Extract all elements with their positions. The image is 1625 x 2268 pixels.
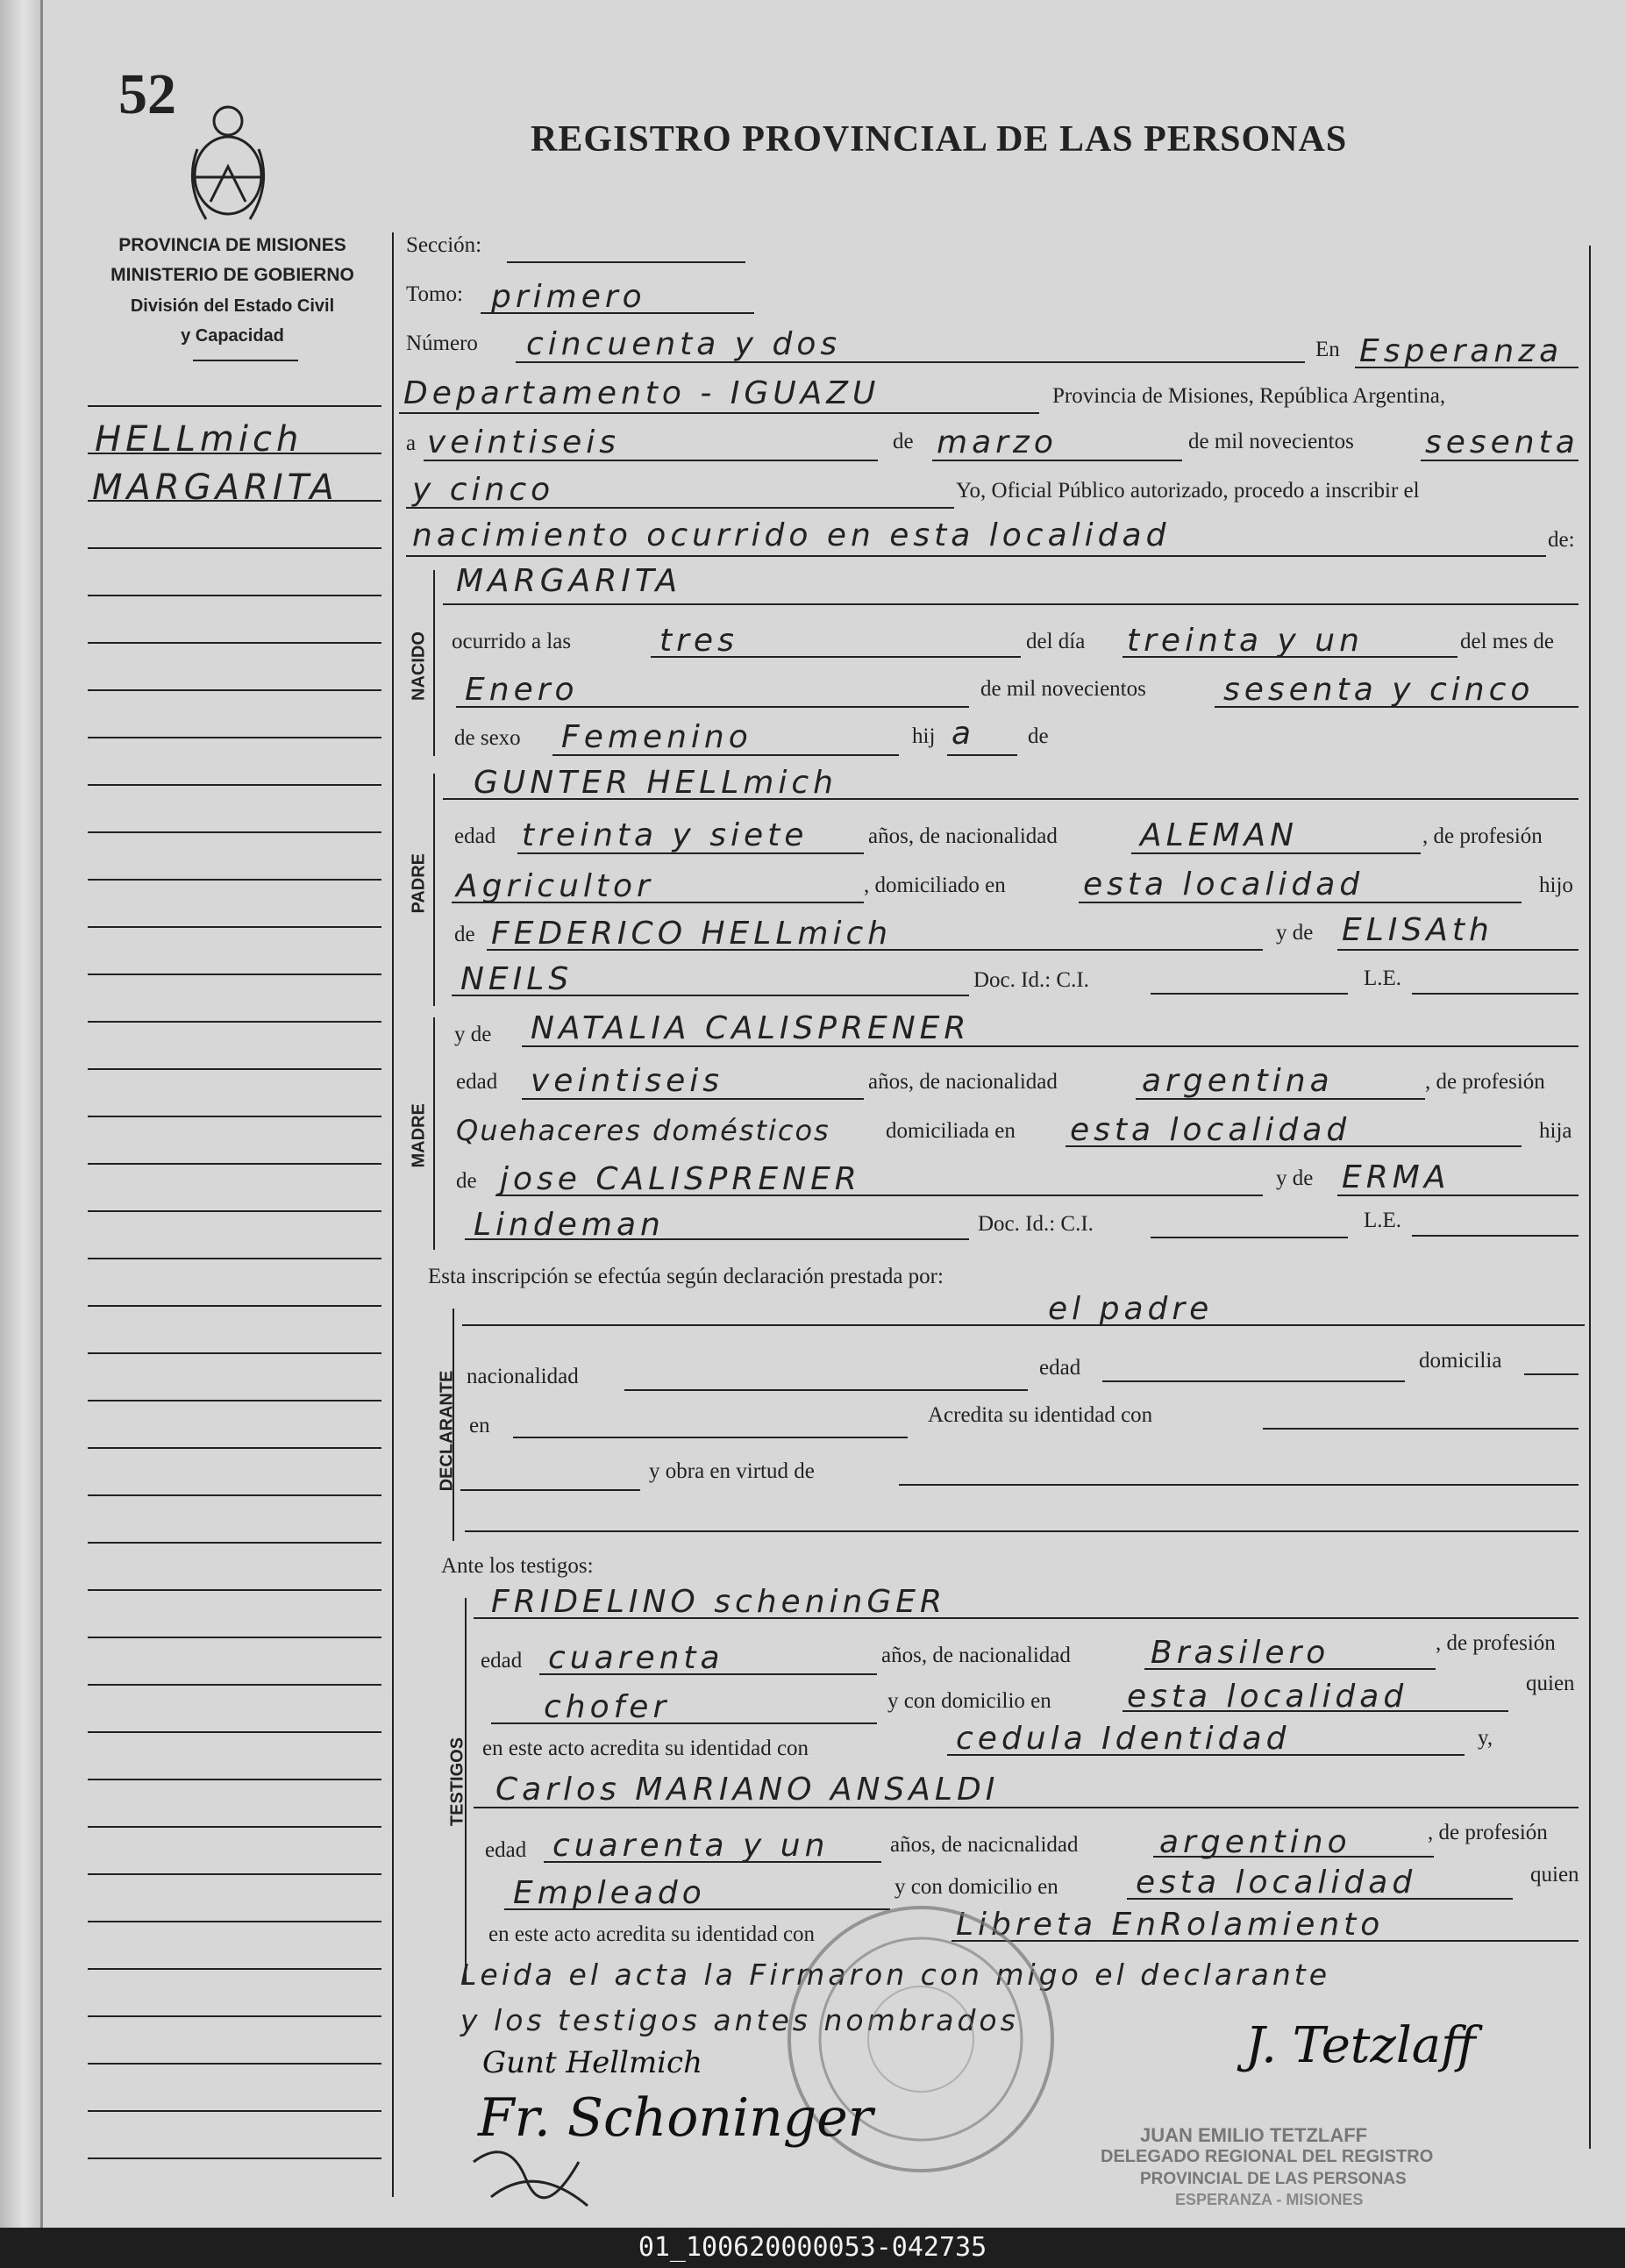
margin-ruled-line	[88, 1163, 381, 1165]
label-edad-madre: edad	[456, 1070, 498, 1094]
value-abuela-paterna: ELISAth	[1342, 912, 1493, 948]
line	[1337, 949, 1579, 951]
line	[1412, 1235, 1579, 1237]
issuer-division: División del Estado Civil	[130, 296, 335, 316]
value-tomo: primero	[491, 279, 646, 315]
line	[544, 1861, 881, 1863]
label-y-de-padre: y de	[1276, 921, 1314, 945]
margin-ruled-line	[88, 879, 381, 881]
value-abuelo-materno: jose CALISPRENER	[500, 1161, 861, 1197]
label-acredita: Acredita su identidad con	[928, 1403, 1153, 1427]
value-madre-nombre: NATALIA CALISPRENER	[531, 1010, 971, 1046]
margin-ruled-line	[88, 974, 381, 975]
margin-given-name: MARGARITA	[92, 467, 339, 508]
line	[474, 1807, 1579, 1808]
line	[1079, 902, 1522, 903]
margin-ruled-line	[88, 1637, 381, 1638]
line	[406, 555, 1546, 557]
margin-ruled-line	[88, 1116, 381, 1117]
margin-ruled-line	[88, 1021, 381, 1023]
label-le-padre: L.E.	[1364, 966, 1402, 990]
line	[947, 1754, 1465, 1756]
label-ocurrido: ocurrido a las	[452, 630, 572, 653]
label-ante-testigos: Ante los testigos:	[441, 1554, 594, 1578]
value-anio-nac: sesenta y cinco	[1223, 672, 1535, 708]
line	[462, 1324, 1585, 1326]
value-abuela-materna: ERMA	[1342, 1159, 1450, 1195]
label-nac-t2: años, de nacicnalidad	[890, 1833, 1079, 1857]
line	[513, 1437, 908, 1438]
margin-ruled-line	[88, 784, 381, 786]
label-de-madre: de	[456, 1169, 477, 1193]
margin-surname: HELLmich	[95, 419, 303, 460]
label-edad-decl: edad	[1039, 1356, 1081, 1380]
section-rule	[433, 1017, 435, 1250]
value-hij-suffix: a	[951, 716, 976, 752]
margin-ruled-line	[88, 642, 381, 644]
line	[465, 1530, 1579, 1532]
value-abuela-materna-apellido: Lindeman	[474, 1207, 665, 1243]
value-madre-nac: argentina	[1142, 1063, 1334, 1099]
value-numero: cincuenta y dos	[526, 326, 842, 362]
margin-ruled-line	[88, 1494, 381, 1496]
line	[932, 460, 1182, 461]
margin-ruled-line	[88, 1352, 381, 1354]
margin-ruled-line	[88, 2110, 381, 2112]
line	[1102, 1380, 1405, 1382]
margin-ruled-line	[88, 1684, 381, 1686]
label-nac-padre: años, de nacionalidad	[868, 824, 1058, 848]
label-yo: Yo, Oficial Público autorizado, procedo a inscribir el	[956, 479, 1420, 503]
line	[899, 1484, 1579, 1486]
label-hijo: hijo	[1539, 874, 1573, 897]
line	[443, 603, 1579, 605]
issuer-capacity: y Capacidad	[181, 326, 284, 346]
line	[474, 1617, 1579, 1619]
label-quien-t1: quien	[1526, 1672, 1575, 1695]
label-de-padre: de	[454, 923, 475, 946]
label-y-de-madre2: y de	[1276, 1166, 1314, 1190]
value-madre-dom: esta localidad	[1070, 1112, 1351, 1148]
line	[1337, 1195, 1579, 1196]
line	[1131, 852, 1421, 854]
label-nac-madre: años, de nacionalidad	[868, 1070, 1058, 1094]
value-testigo1-prof: chofer	[544, 1689, 671, 1725]
side-label-madre: MADRE	[409, 1103, 429, 1168]
line	[1263, 1428, 1579, 1430]
value-lugar: Esperanza	[1359, 333, 1564, 369]
label-hija: hija	[1539, 1119, 1572, 1143]
value-anio-cont: y cinco	[412, 472, 555, 508]
value-madre-prof: Quehaceres domésticos	[456, 1114, 830, 1147]
margin-ruled-line	[88, 595, 381, 596]
margin-ruled-line	[88, 500, 381, 502]
value-testigo1-edad: cuarenta	[548, 1640, 724, 1676]
line	[424, 460, 878, 461]
line	[399, 412, 1039, 414]
value-dia: veintiseis	[427, 424, 621, 460]
coat-of-arms-emblem	[180, 96, 276, 228]
label-en-este-t1: en este acto acredita su identidad con	[482, 1737, 809, 1760]
closing-line-2: y los testigos antes nombrados	[460, 2003, 1019, 2037]
line	[1151, 993, 1348, 995]
margin-ruled-line	[88, 1305, 381, 1307]
value-padre-edad: treinta y siete	[522, 817, 809, 853]
value-padre-nac: ALEMAN	[1140, 817, 1299, 853]
margin-ruled-line	[88, 737, 381, 738]
value-testigo2-nac: argentino	[1159, 1824, 1351, 1860]
value-testigo1-doc: cedula Identidad	[956, 1721, 1291, 1757]
line	[495, 1195, 1263, 1196]
value-padre-nombre: GUNTER HELLmich	[474, 765, 837, 801]
margin-ruled-line	[88, 926, 381, 928]
label-edad-t1: edad	[481, 1649, 523, 1672]
label-en-este-t2: en este acto acredita su identidad con	[488, 1922, 816, 1946]
stamp-line-1: JUAN EMILIO TETZLAFF	[1140, 2124, 1368, 2146]
line	[1127, 1898, 1513, 1900]
footer-identifier: 01_100620000053-042735	[0, 2228, 1625, 2268]
label-prof-padre: , de profesión	[1422, 824, 1543, 848]
margin-ruled-line	[88, 1068, 381, 1070]
line	[1412, 993, 1579, 995]
label-de-colon: de:	[1548, 528, 1575, 552]
value-hora: tres	[659, 623, 738, 659]
line	[465, 1238, 969, 1240]
margin-ruled-line	[88, 1447, 381, 1449]
line	[1144, 1668, 1436, 1670]
stamp-line-2: DELEGADO REGIONAL DEL REGISTRO	[1101, 2147, 1434, 2166]
label-doc-madre: Doc. Id.: C.I.	[978, 1212, 1094, 1236]
stamp-line-3: PROVINCIAL DE LAS PERSONAS	[1140, 2170, 1407, 2188]
value-sexo: Femenino	[561, 719, 752, 755]
value-testigo2-doc: Libreta EnRolamiento	[956, 1907, 1385, 1943]
section-rule	[433, 774, 435, 1006]
side-label-testigos: TESTIGOS	[447, 1737, 467, 1827]
label-de: de	[1028, 724, 1049, 748]
value-dia-nac: treinta y un	[1127, 623, 1364, 659]
value-testigo1-dom: esta localidad	[1127, 1679, 1408, 1715]
margin-ruled-line	[88, 1968, 381, 1970]
line	[406, 507, 954, 509]
line	[1066, 1145, 1522, 1147]
line	[443, 798, 1579, 800]
value-departamento: Departamento - IGUAZU	[403, 375, 880, 411]
label-con-dom-t2: y con domicilio en	[894, 1875, 1058, 1899]
page-binding	[0, 0, 43, 2228]
value-nombre: MARGARITA	[456, 563, 682, 599]
margin-ruled-line	[88, 453, 381, 454]
issuer-ministry: MINISTERIO DE GOBIERNO	[110, 265, 354, 285]
value-padre-prof: Agricultor	[456, 868, 654, 904]
margin-ruled-line	[88, 1589, 381, 1591]
label-en-decl: en	[469, 1414, 490, 1437]
label-en: En	[1315, 338, 1340, 361]
label-prof-t1: , de profesión	[1436, 1631, 1556, 1655]
label-con-dom-t1: y con domicilio en	[887, 1689, 1051, 1713]
margin-ruled-line	[88, 1210, 381, 1212]
page-title: REGISTRO PROVINCIAL DE LAS PERSONAS	[531, 119, 1348, 160]
side-label-nacido: NACIDO	[409, 631, 429, 701]
margin-ruled-line	[88, 2063, 381, 2065]
margin-ruled-line	[88, 405, 381, 407]
line	[491, 1722, 877, 1724]
value-testigo2-nombre: Carlos MARIANO ANSALDI	[495, 1772, 1000, 1808]
line	[552, 754, 899, 756]
margin-rule	[392, 232, 394, 2197]
margin-ruled-line	[88, 1779, 381, 1780]
line	[507, 261, 745, 263]
label-doc-padre: Doc. Id.: C.I.	[973, 968, 1089, 992]
label-domiciliado: , domiciliado en	[864, 874, 1006, 897]
value-testigo1-nombre: FRIDELINO scheninGER	[491, 1584, 946, 1620]
label-nacionalidad-decl: nacionalidad	[467, 1365, 579, 1388]
label-seccion: Sección:	[406, 233, 482, 257]
value-testigo2-edad: cuarenta y un	[552, 1828, 830, 1864]
label-tomo: Tomo:	[406, 282, 463, 306]
line	[522, 1045, 1579, 1047]
value-mes: marzo	[937, 424, 1058, 460]
signature-father: Gunt Hellmich	[482, 2045, 702, 2080]
margin-ruled-line	[88, 1542, 381, 1544]
value-testigo2-prof: Empleado	[513, 1875, 706, 1911]
label-esta-inscripcion: Esta inscripción se efectúa según declaración prestada por:	[428, 1265, 944, 1288]
margin-ruled-line	[88, 1258, 381, 1259]
side-label-padre: PADRE	[409, 852, 429, 914]
line	[522, 1098, 864, 1100]
value-anio: sesenta	[1425, 424, 1579, 460]
margin-ruled-line	[88, 1731, 381, 1733]
label-sexo: de sexo	[454, 726, 521, 750]
page-number: 52	[118, 62, 176, 126]
line	[452, 995, 969, 996]
line	[1421, 460, 1579, 461]
label-domicilia: domicilia	[1419, 1349, 1502, 1373]
margin-ruled-line	[88, 2157, 381, 2159]
line	[516, 361, 1305, 363]
value-declarante: el padre	[1048, 1291, 1214, 1327]
scribble-mark	[456, 2127, 614, 2223]
line	[1524, 1373, 1579, 1375]
line	[1215, 706, 1579, 708]
line	[947, 754, 1017, 756]
line	[487, 949, 1263, 951]
stamp-line-4: ESPERANZA - MISIONES	[1175, 2191, 1364, 2208]
label-y-coma: y,	[1478, 1726, 1493, 1750]
line	[1123, 656, 1458, 658]
margin-ruled-line	[88, 547, 381, 549]
margin-ruled-line	[88, 831, 381, 833]
margin-ruled-line	[88, 689, 381, 691]
margin-ruled-line	[88, 2015, 381, 2017]
label-de-mil: de mil novecientos	[1188, 430, 1354, 453]
issuer-province: PROVINCIA DE MISIONES	[118, 235, 346, 255]
margin-ruled-line	[88, 1400, 381, 1401]
label-a: a	[406, 431, 417, 455]
value-mes-nac: Enero	[465, 672, 579, 708]
margin-ruled-line	[88, 1921, 381, 1922]
label-edad-t2: edad	[485, 1838, 527, 1862]
label-le-madre: L.E.	[1364, 1209, 1402, 1232]
line	[1136, 1098, 1425, 1100]
section-rule	[433, 570, 435, 756]
side-label-declarante: DECLARANTE	[437, 1370, 457, 1492]
line	[1153, 1856, 1434, 1858]
label-del-dia: del día	[1026, 630, 1086, 653]
closing-line-1: Leida el acta la Firmaron con migo el declarante	[460, 1958, 1330, 1992]
signature-officer: J. Tetzlaff	[1245, 2017, 1476, 2074]
line	[539, 1673, 877, 1675]
label-de-mil-nac: de mil novecientos	[980, 677, 1146, 701]
value-abuelo-paterno: FEDERICO HELLmich	[491, 916, 893, 952]
value-abuela-paterna-apellido: NEILS	[460, 961, 574, 997]
right-border	[1589, 246, 1591, 2149]
line	[1151, 1237, 1348, 1238]
line	[456, 706, 969, 708]
label-domiciliada: domiciliada en	[886, 1119, 1016, 1143]
value-padre-dom: esta localidad	[1083, 867, 1365, 902]
line	[1123, 1710, 1508, 1712]
line	[651, 656, 1021, 658]
line	[624, 1389, 1028, 1391]
value-madre-edad: veintiseis	[531, 1063, 724, 1099]
line	[517, 852, 864, 854]
divider	[193, 360, 298, 361]
margin-ruled-line	[88, 1873, 381, 1875]
label-quien-t2: quien	[1530, 1863, 1579, 1886]
margin-ruled-line	[88, 1826, 381, 1828]
label-provincia: Provincia de Misiones, República Argentina,	[1052, 384, 1446, 408]
label-hij: hij	[912, 724, 936, 748]
label-de-mes: de	[893, 430, 914, 453]
line	[452, 902, 864, 903]
value-testigo1-nac: Brasilero	[1151, 1635, 1330, 1671]
line	[460, 1489, 640, 1491]
label-edad-padre: edad	[454, 824, 496, 848]
value-hecho: nacimiento ocurrido en esta localidad	[412, 517, 1171, 553]
line	[1355, 367, 1579, 368]
signature-witness: Fr. Schoninger	[478, 2087, 873, 2149]
line	[481, 312, 754, 314]
label-obra: y obra en virtud de	[649, 1459, 815, 1483]
label-prof-madre: , de profesión	[1425, 1070, 1545, 1094]
label-del-mes: del mes de	[1460, 630, 1554, 653]
label-y-de-madre: y de	[454, 1023, 492, 1046]
label-nac-t1: años, de nacionalidad	[881, 1644, 1071, 1667]
label-prof-t2: , de profesión	[1428, 1821, 1548, 1844]
label-numero: Número	[406, 332, 478, 355]
value-testigo2-dom: esta localidad	[1136, 1865, 1417, 1901]
